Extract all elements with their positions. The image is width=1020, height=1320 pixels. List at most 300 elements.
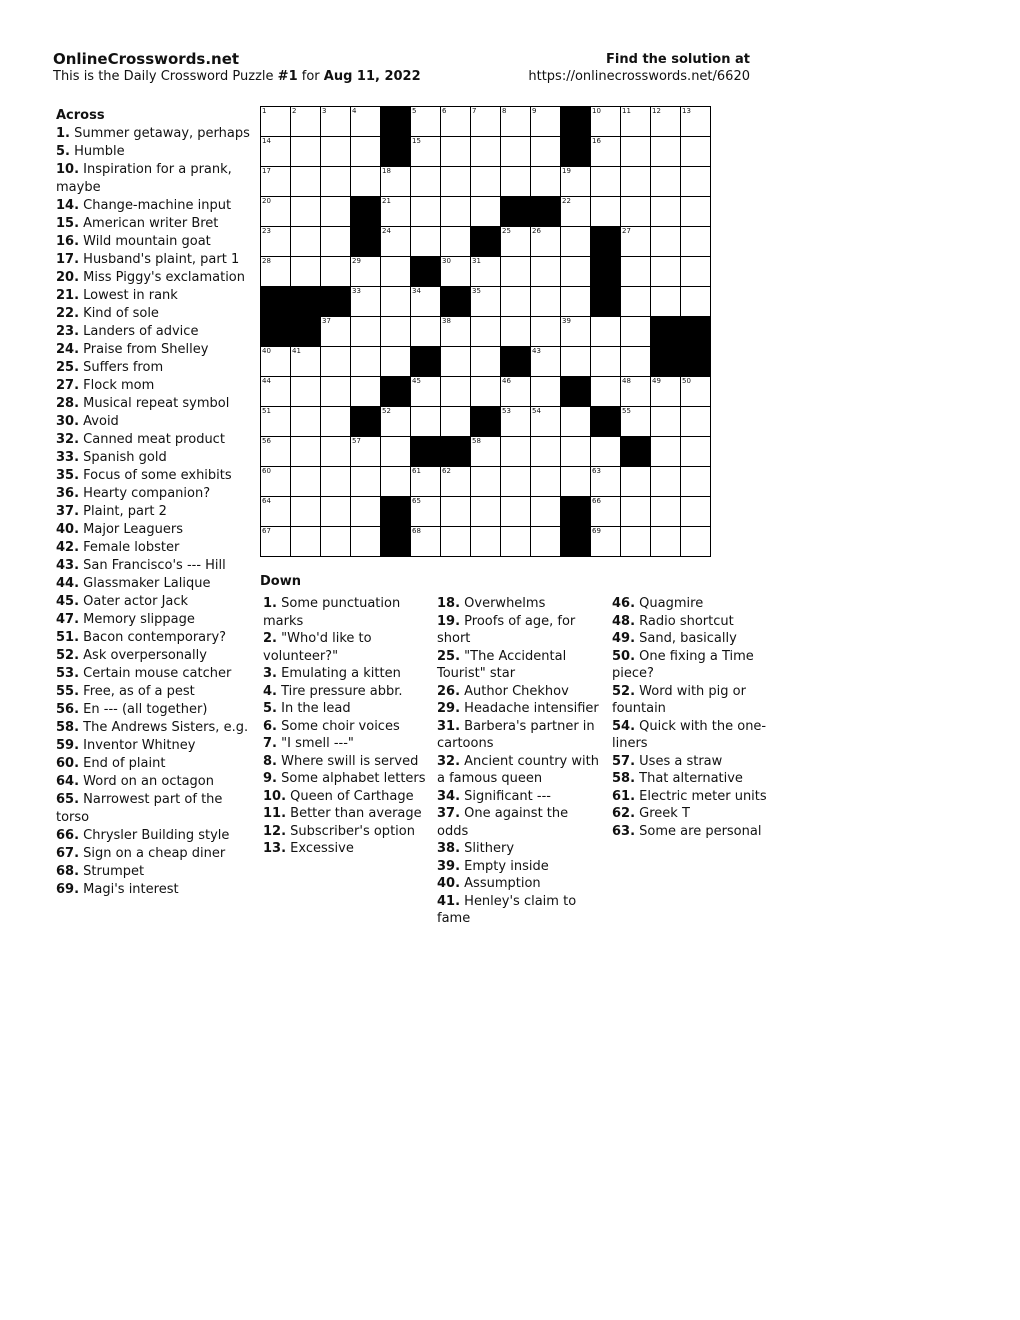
grid-cell[interactable] (561, 227, 591, 257)
clue[interactable] (437, 700, 602, 718)
grid-cell[interactable] (561, 407, 591, 437)
clue[interactable] (56, 269, 250, 287)
grid-cell[interactable] (291, 257, 321, 287)
grid-cell[interactable] (291, 227, 321, 257)
clue-number: 63. (612, 823, 636, 839)
grid-cell[interactable] (501, 167, 531, 197)
grid-cell[interactable] (291, 377, 321, 407)
grid-cell[interactable] (651, 467, 681, 497)
clue-number: 25. (56, 360, 80, 375)
clue[interactable] (56, 611, 250, 629)
clue[interactable] (612, 805, 777, 823)
clue[interactable] (56, 557, 250, 575)
grid-cell[interactable] (561, 287, 591, 317)
grid-block (381, 377, 411, 407)
grid-cell[interactable] (471, 137, 501, 167)
grid-cell[interactable] (321, 107, 351, 137)
clue[interactable] (56, 197, 250, 215)
grid-cell[interactable] (681, 527, 711, 557)
grid-cell[interactable] (441, 347, 471, 377)
grid-cell[interactable] (381, 407, 411, 437)
grid-cell[interactable] (291, 407, 321, 437)
grid-cell[interactable] (291, 137, 321, 167)
clue-text: Lowest in rank (79, 288, 178, 303)
clue[interactable] (437, 648, 602, 683)
grid-cell[interactable] (621, 377, 651, 407)
grid-cell[interactable] (591, 377, 621, 407)
clue[interactable] (263, 683, 428, 701)
grid-cell[interactable] (681, 467, 711, 497)
clue[interactable] (56, 395, 250, 413)
grid-cell[interactable] (681, 227, 711, 257)
grid-cell[interactable] (441, 227, 471, 257)
grid-cell[interactable] (261, 137, 291, 167)
clue[interactable] (612, 753, 777, 771)
grid-cell[interactable] (411, 197, 441, 227)
clue[interactable] (56, 647, 250, 665)
grid-cell[interactable] (291, 167, 321, 197)
grid-cell[interactable] (651, 407, 681, 437)
grid-cell[interactable] (591, 107, 621, 137)
clue[interactable] (56, 251, 250, 269)
grid-cell[interactable] (351, 347, 381, 377)
grid-cell[interactable] (651, 437, 681, 467)
grid-cell[interactable] (561, 167, 591, 197)
clue[interactable] (612, 718, 777, 753)
grid-cell[interactable] (261, 257, 291, 287)
grid-cell[interactable] (681, 107, 711, 137)
grid-cell[interactable] (531, 437, 561, 467)
grid-cell[interactable] (321, 407, 351, 437)
grid-cell[interactable] (501, 467, 531, 497)
clue-text: Strumpet (79, 864, 145, 879)
grid-cell[interactable] (351, 527, 381, 557)
clue[interactable] (612, 823, 777, 841)
grid-cell[interactable] (441, 407, 471, 437)
grid-cell[interactable] (471, 107, 501, 137)
clue-number: 10. (56, 162, 80, 177)
grid-cell[interactable] (441, 527, 471, 557)
clue[interactable] (437, 595, 602, 613)
clue-text: Proofs of age, for short (437, 613, 576, 646)
grid-cell[interactable] (441, 197, 471, 227)
clue[interactable] (612, 595, 777, 613)
clue[interactable] (612, 648, 777, 683)
grid-cell[interactable] (681, 407, 711, 437)
grid-cell[interactable] (621, 467, 651, 497)
clue[interactable] (56, 215, 250, 233)
grid-cell[interactable] (531, 377, 561, 407)
clue[interactable] (437, 805, 602, 840)
clue[interactable] (263, 788, 428, 806)
grid-cell[interactable] (411, 107, 441, 137)
grid-cell[interactable] (321, 317, 351, 347)
clue[interactable] (56, 539, 250, 557)
grid-cell[interactable] (561, 257, 591, 287)
grid-cell[interactable] (471, 377, 501, 407)
grid-cell[interactable] (411, 377, 441, 407)
clue-text: Significant --- (460, 788, 551, 804)
grid-cell[interactable] (261, 227, 291, 257)
grid-cell[interactable] (621, 317, 651, 347)
clue[interactable] (56, 629, 250, 647)
grid-cell[interactable] (531, 527, 561, 557)
clue-number: 4. (263, 683, 277, 699)
clue[interactable] (612, 770, 777, 788)
cell-number: 29 (352, 257, 361, 265)
grid-cell[interactable] (261, 527, 291, 557)
grid-cell[interactable] (621, 137, 651, 167)
grid-cell[interactable] (321, 167, 351, 197)
grid-cell[interactable] (531, 407, 561, 437)
cell-number: 39 (562, 317, 571, 325)
grid-cell[interactable] (291, 437, 321, 467)
grid-cell[interactable] (591, 347, 621, 377)
grid-cell[interactable] (591, 137, 621, 167)
clue[interactable] (612, 683, 777, 718)
grid-cell[interactable] (351, 437, 381, 467)
grid-cell[interactable] (591, 467, 621, 497)
clue[interactable] (56, 791, 250, 827)
grid-cell[interactable] (441, 137, 471, 167)
clue[interactable] (263, 805, 428, 823)
grid-cell[interactable] (651, 257, 681, 287)
clue-text: Landers of advice (79, 324, 199, 339)
solution-link[interactable]: https://onlinecrosswords.net/6620 (528, 69, 750, 84)
grid-cell[interactable] (501, 257, 531, 287)
grid-cell[interactable] (591, 527, 621, 557)
grid-cell[interactable] (681, 377, 711, 407)
clue[interactable] (437, 840, 602, 858)
grid-cell[interactable] (291, 497, 321, 527)
grid-cell[interactable] (471, 497, 501, 527)
clue[interactable] (56, 161, 250, 197)
grid-cell[interactable] (321, 467, 351, 497)
clue[interactable] (56, 521, 250, 539)
grid-cell[interactable] (651, 527, 681, 557)
grid-cell[interactable] (531, 347, 561, 377)
grid-cell[interactable] (351, 317, 381, 347)
grid-cell[interactable] (501, 317, 531, 347)
clue[interactable] (56, 413, 250, 431)
clue[interactable] (437, 788, 602, 806)
clue[interactable] (263, 665, 428, 683)
grid-cell[interactable] (351, 287, 381, 317)
grid-cell[interactable] (261, 167, 291, 197)
grid-cell[interactable] (561, 437, 591, 467)
clue[interactable] (612, 630, 777, 648)
grid-cell[interactable] (441, 377, 471, 407)
grid-cell[interactable] (531, 467, 561, 497)
grid-cell[interactable] (411, 527, 441, 557)
grid-cell[interactable] (501, 407, 531, 437)
clue-number: 3. (263, 666, 277, 681)
grid-cell[interactable] (381, 227, 411, 257)
grid-cell[interactable] (321, 347, 351, 377)
grid-cell[interactable] (621, 287, 651, 317)
grid-cell[interactable] (411, 497, 441, 527)
grid-cell[interactable] (681, 287, 711, 317)
grid-cell[interactable] (261, 107, 291, 137)
clue[interactable] (437, 613, 602, 648)
grid-cell[interactable] (561, 347, 591, 377)
grid-cell[interactable] (321, 437, 351, 467)
clue[interactable] (56, 827, 250, 845)
grid-cell[interactable] (261, 407, 291, 437)
grid-cell[interactable] (321, 137, 351, 167)
clue[interactable] (56, 341, 250, 359)
clue[interactable] (56, 377, 250, 395)
clue[interactable] (437, 875, 602, 893)
clue[interactable] (56, 665, 250, 683)
clue[interactable] (56, 287, 250, 305)
grid-cell[interactable] (531, 167, 561, 197)
grid-cell[interactable] (381, 167, 411, 197)
grid-cell[interactable] (531, 137, 561, 167)
grid-cell[interactable] (501, 107, 531, 137)
grid-cell[interactable] (321, 377, 351, 407)
clue[interactable] (56, 845, 250, 863)
grid-cell[interactable] (321, 497, 351, 527)
clue-text: Some are personal (635, 823, 762, 839)
clue-number: 44. (56, 576, 80, 591)
clue[interactable] (437, 753, 602, 788)
clue[interactable] (56, 431, 250, 449)
clue[interactable] (56, 449, 250, 467)
grid-cell[interactable] (411, 407, 441, 437)
grid-cell[interactable] (441, 497, 471, 527)
clue[interactable] (437, 683, 602, 701)
clue[interactable] (612, 613, 777, 631)
grid-cell[interactable] (651, 137, 681, 167)
clue[interactable] (263, 823, 428, 841)
grid-cell[interactable] (621, 227, 651, 257)
clue[interactable] (56, 323, 250, 341)
grid-cell[interactable] (351, 167, 381, 197)
clue[interactable] (437, 858, 602, 876)
clue[interactable] (437, 893, 602, 928)
grid-cell[interactable] (501, 137, 531, 167)
grid-cell[interactable] (381, 437, 411, 467)
grid-cell[interactable] (501, 227, 531, 257)
grid-cell[interactable] (531, 317, 561, 347)
grid-cell[interactable] (501, 497, 531, 527)
grid-cell[interactable] (411, 167, 441, 197)
grid-cell[interactable] (531, 107, 561, 137)
grid-cell[interactable] (471, 197, 501, 227)
grid-cell[interactable] (441, 317, 471, 347)
grid-cell[interactable] (351, 107, 381, 137)
clue-text: Queen of Carthage (286, 788, 414, 804)
grid-cell[interactable] (441, 107, 471, 137)
grid-cell[interactable] (291, 467, 321, 497)
clue[interactable] (263, 718, 428, 736)
cell-number: 7 (472, 107, 477, 115)
grid-cell[interactable] (621, 257, 651, 287)
grid-cell[interactable] (531, 227, 561, 257)
grid-cell[interactable] (681, 257, 711, 287)
grid-cell[interactable] (531, 497, 561, 527)
grid-cell[interactable] (621, 197, 651, 227)
clue[interactable] (56, 467, 250, 485)
grid-cell[interactable] (351, 497, 381, 527)
grid-cell[interactable] (591, 167, 621, 197)
grid-cell[interactable] (381, 287, 411, 317)
grid-cell[interactable] (351, 137, 381, 167)
grid-cell[interactable] (651, 197, 681, 227)
grid-cell[interactable] (501, 527, 531, 557)
grid-cell[interactable] (411, 467, 441, 497)
grid-cell[interactable] (351, 377, 381, 407)
cell-number: 16 (592, 137, 601, 145)
clue-number: 67. (56, 846, 80, 861)
clue[interactable] (263, 735, 428, 753)
grid-cell[interactable] (321, 527, 351, 557)
grid-cell[interactable] (411, 137, 441, 167)
grid-cell[interactable] (411, 287, 441, 317)
crossword-grid[interactable] (260, 106, 711, 557)
clue[interactable] (612, 788, 777, 806)
grid-cell[interactable] (501, 377, 531, 407)
clue-number: 60. (56, 756, 80, 771)
grid-cell[interactable] (291, 107, 321, 137)
grid-cell[interactable] (651, 227, 681, 257)
grid-cell[interactable] (681, 497, 711, 527)
grid-cell[interactable] (291, 347, 321, 377)
clue[interactable] (56, 593, 250, 611)
down-clues-column-1 (263, 595, 428, 858)
grid-cell[interactable] (471, 167, 501, 197)
grid-cell[interactable] (531, 287, 561, 317)
clue-number: 27. (56, 378, 80, 393)
clue[interactable] (263, 770, 428, 788)
clue-text: Word on an octagon (79, 774, 214, 789)
clue-number: 59. (56, 738, 80, 753)
grid-cell[interactable] (621, 407, 651, 437)
clue[interactable] (56, 575, 250, 593)
grid-cell[interactable] (561, 197, 591, 227)
clue[interactable] (56, 881, 250, 899)
grid-cell[interactable] (651, 167, 681, 197)
grid-cell[interactable] (381, 197, 411, 227)
grid-cell[interactable] (381, 317, 411, 347)
grid-cell[interactable] (261, 347, 291, 377)
grid-block (471, 407, 501, 437)
grid-cell[interactable] (681, 437, 711, 467)
clue[interactable] (56, 359, 250, 377)
grid-cell[interactable] (621, 347, 651, 377)
grid-cell[interactable] (261, 377, 291, 407)
grid-cell[interactable] (441, 257, 471, 287)
grid-cell[interactable] (621, 107, 651, 137)
grid-cell[interactable] (381, 347, 411, 377)
grid-cell[interactable] (621, 497, 651, 527)
grid-cell[interactable] (351, 467, 381, 497)
grid-cell[interactable] (411, 317, 441, 347)
grid-cell[interactable] (381, 467, 411, 497)
grid-cell[interactable] (441, 467, 471, 497)
grid-cell[interactable] (261, 197, 291, 227)
clue[interactable] (56, 125, 250, 143)
clue[interactable] (56, 683, 250, 701)
grid-cell[interactable] (261, 497, 291, 527)
grid-cell[interactable] (471, 287, 501, 317)
cell-number: 2 (292, 107, 297, 115)
clue-number: 25. (437, 648, 461, 664)
clue[interactable] (263, 753, 428, 771)
clue[interactable] (56, 863, 250, 881)
grid-cell[interactable] (681, 197, 711, 227)
clue[interactable] (56, 233, 250, 251)
clue-text: Greek T (635, 806, 690, 821)
grid-cell[interactable] (261, 467, 291, 497)
clue[interactable] (56, 737, 250, 755)
clue[interactable] (263, 840, 428, 858)
grid-cell[interactable] (471, 257, 501, 287)
grid-cell[interactable] (411, 227, 441, 257)
clue[interactable] (56, 719, 250, 737)
grid-cell[interactable] (471, 467, 501, 497)
grid-cell[interactable] (471, 347, 501, 377)
clue-number: 52. (56, 648, 80, 663)
grid-cell[interactable] (471, 527, 501, 557)
grid-cell[interactable] (651, 107, 681, 137)
grid-cell[interactable] (621, 527, 651, 557)
grid-cell[interactable] (321, 257, 351, 287)
grid-cell[interactable] (291, 527, 321, 557)
clue-text: Sand, basically (635, 631, 737, 646)
cell-number: 10 (592, 107, 601, 115)
clue[interactable] (56, 755, 250, 773)
grid-cell[interactable] (381, 257, 411, 287)
clue[interactable] (56, 143, 250, 161)
clue[interactable] (56, 485, 250, 503)
grid-cell[interactable] (351, 257, 381, 287)
clue[interactable] (56, 503, 250, 521)
grid-cell[interactable] (591, 497, 621, 527)
clue[interactable] (263, 595, 428, 630)
grid-cell[interactable] (561, 317, 591, 347)
clue[interactable] (56, 773, 250, 791)
grid-cell[interactable] (621, 167, 651, 197)
grid-cell[interactable] (321, 197, 351, 227)
clue[interactable] (437, 718, 602, 753)
grid-cell[interactable] (501, 287, 531, 317)
grid-cell[interactable] (591, 317, 621, 347)
clue-number: 66. (56, 828, 80, 843)
grid-cell[interactable] (321, 227, 351, 257)
clue[interactable] (263, 700, 428, 718)
grid-cell[interactable] (441, 167, 471, 197)
clue[interactable] (56, 305, 250, 323)
grid-cell[interactable] (501, 437, 531, 467)
grid-cell[interactable] (591, 197, 621, 227)
grid-cell[interactable] (291, 197, 321, 227)
grid-cell[interactable] (651, 377, 681, 407)
grid-cell[interactable] (471, 437, 501, 467)
grid-cell[interactable] (561, 467, 591, 497)
grid-cell[interactable] (651, 497, 681, 527)
grid-cell[interactable] (531, 257, 561, 287)
grid-cell[interactable] (591, 437, 621, 467)
grid-cell[interactable] (681, 137, 711, 167)
clue[interactable] (56, 701, 250, 719)
grid-cell[interactable] (471, 317, 501, 347)
grid-cell[interactable] (681, 167, 711, 197)
clue[interactable] (263, 630, 428, 665)
grid-cell[interactable] (261, 437, 291, 467)
grid-cell[interactable] (651, 287, 681, 317)
